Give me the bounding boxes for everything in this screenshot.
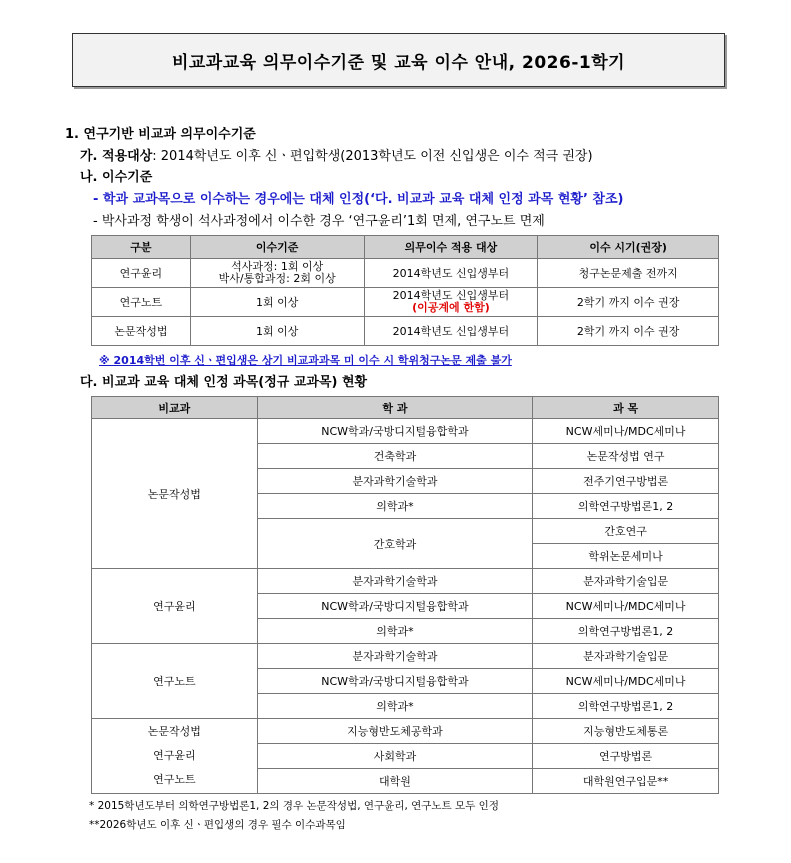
group-all-three [92, 719, 258, 794]
criteria-bullet-1: - 학과 교과목으로 이수하는 경우에는 대체 인정(‘다. 비교과 교육 대체 인정 과목 현황’ 참조) [93, 192, 624, 207]
department-cell: 지능형반도체공학과 [257, 719, 533, 744]
footnote-2: **2026학년도 이후 신ㆍ편입생의 경우 필수 이수과목임 [89, 819, 346, 831]
group-name-line: 연구윤리 [153, 749, 196, 762]
criteria-table-header [92, 236, 719, 259]
course-cell: 분자과학기술입문 [533, 644, 719, 669]
substitute-table-header [92, 397, 719, 419]
col-header-target: 의무이수 적용 대상 [364, 236, 538, 259]
table-row [92, 644, 719, 669]
course-cell: 간호연구 [533, 519, 719, 544]
criteria-heading: 나. 이수기준 [80, 170, 153, 185]
department-cell: 분자과학기술학과 [257, 569, 533, 594]
row-category: 연구윤리 [92, 259, 191, 288]
course-cell: 의학연구방법론1, 2 [533, 494, 719, 519]
department-cell: 대학원 [257, 769, 533, 794]
group-name-line: 논문작성법 [147, 725, 201, 738]
col-header-department: 학 과 [257, 397, 533, 419]
course-cell: 전주기연구방법론 [533, 469, 719, 494]
department-cell: 의학과* [257, 619, 533, 644]
table-row [92, 288, 719, 317]
row-criteria: 1회 이상 [190, 288, 364, 317]
row-criteria: 1회 이상 [190, 317, 364, 346]
criteria-table [91, 235, 719, 346]
department-cell: NCW학과/국방디지털융합학과 [257, 669, 533, 694]
department-cell: 사회학과 [257, 744, 533, 769]
group-research-note: 연구노트 [92, 644, 258, 719]
department-cell: 간호학과 [257, 519, 533, 569]
section-1-heading: 1. 연구기반 비교과 의무이수기준 [65, 127, 256, 142]
row-category: 논문작성법 [92, 317, 191, 346]
table-row [92, 259, 719, 288]
department-cell: 분자과학기술학과 [257, 644, 533, 669]
criteria-masters: 석사과정: 1회 이상 [231, 260, 324, 273]
course-cell: NCW세미나/MDC세미나 [533, 669, 719, 694]
row-timing: 2학기 까지 이수 권장 [538, 317, 719, 346]
department-cell: NCW학과/국방디지털융합학과 [257, 594, 533, 619]
row-timing: 2학기 까지 이수 권장 [538, 288, 719, 317]
course-cell: 의학연구방법론1, 2 [533, 694, 719, 719]
page-title [72, 33, 725, 87]
course-cell: 의학연구방법론1, 2 [533, 619, 719, 644]
course-cell: 학위논문세미나 [533, 544, 719, 569]
page-title-text: 비교과교육 의무이수기준 및 교육 이수 안내, 2026-1학기 [171, 52, 626, 73]
col-header-program: 비교과 [92, 397, 258, 419]
criteria-doctoral: 박사/통합과정: 2회 이상 [218, 272, 336, 285]
col-header-category: 구분 [92, 236, 191, 259]
department-cell: NCW학과/국방디지털융합학과 [257, 419, 533, 444]
footnote-1: * 2015학년도부터 의학연구방법론1, 2의 경우 논문작성법, 연구윤리, 연구노트 모두 인정 [89, 800, 499, 812]
table-row [92, 419, 719, 444]
table-row [92, 719, 719, 744]
target-text: : 2014학년도 이후 신ㆍ편입학생(2013학년도 이전 신입생은 이수 적극 권장) [152, 149, 593, 164]
col-header-course: 과 목 [533, 397, 719, 419]
table-row [92, 569, 719, 594]
group-research-ethics: 연구윤리 [92, 569, 258, 644]
target-label: 가. 적용대상 [80, 149, 153, 164]
science-only-note: (이공계에 한함) [412, 301, 490, 314]
submission-warning-note: ※ 2014학번 이후 신ㆍ편입생은 상기 비교과과목 미 이수 시 학위청구논문 제출 불가 [99, 354, 512, 367]
course-cell: 지능형반도체통론 [533, 719, 719, 744]
target-line [80, 145, 593, 164]
group-name-line: 연구노트 [153, 773, 196, 786]
criteria-bullet-2: - 박사과정 학생이 석사과정에서 이수한 경우 ‘연구윤리’1회 면제, 연구노트 면제 [93, 214, 545, 229]
substitute-course-table [91, 396, 719, 794]
row-timing: 청구논문제출 전까지 [538, 259, 719, 288]
target-value: 2014학년도 신입생부터 [392, 289, 510, 302]
table-row [92, 317, 719, 346]
col-header-criteria: 이수기준 [190, 236, 364, 259]
row-target [364, 288, 538, 317]
row-category: 연구노트 [92, 288, 191, 317]
department-cell: 의학과* [257, 694, 533, 719]
department-cell: 분자과학기술학과 [257, 469, 533, 494]
course-cell: 논문작성법 연구 [533, 444, 719, 469]
row-criteria [190, 259, 364, 288]
row-target: 2014학년도 신입생부터 [364, 317, 538, 346]
course-cell: 연구방법론 [533, 744, 719, 769]
department-cell: 의학과* [257, 494, 533, 519]
col-header-timing: 이수 시기(권장) [538, 236, 719, 259]
course-cell: NCW세미나/MDC세미나 [533, 419, 719, 444]
group-thesis-writing: 논문작성법 [92, 419, 258, 569]
course-cell: 분자과학기술입문 [533, 569, 719, 594]
section-da-heading: 다. 비교과 교육 대체 인정 과목(정규 교과목) 현황 [80, 375, 368, 390]
course-cell: 대학원연구입문** [533, 769, 719, 794]
row-target: 2014학년도 신입생부터 [364, 259, 538, 288]
course-cell: NCW세미나/MDC세미나 [533, 594, 719, 619]
department-cell: 건축학과 [257, 444, 533, 469]
